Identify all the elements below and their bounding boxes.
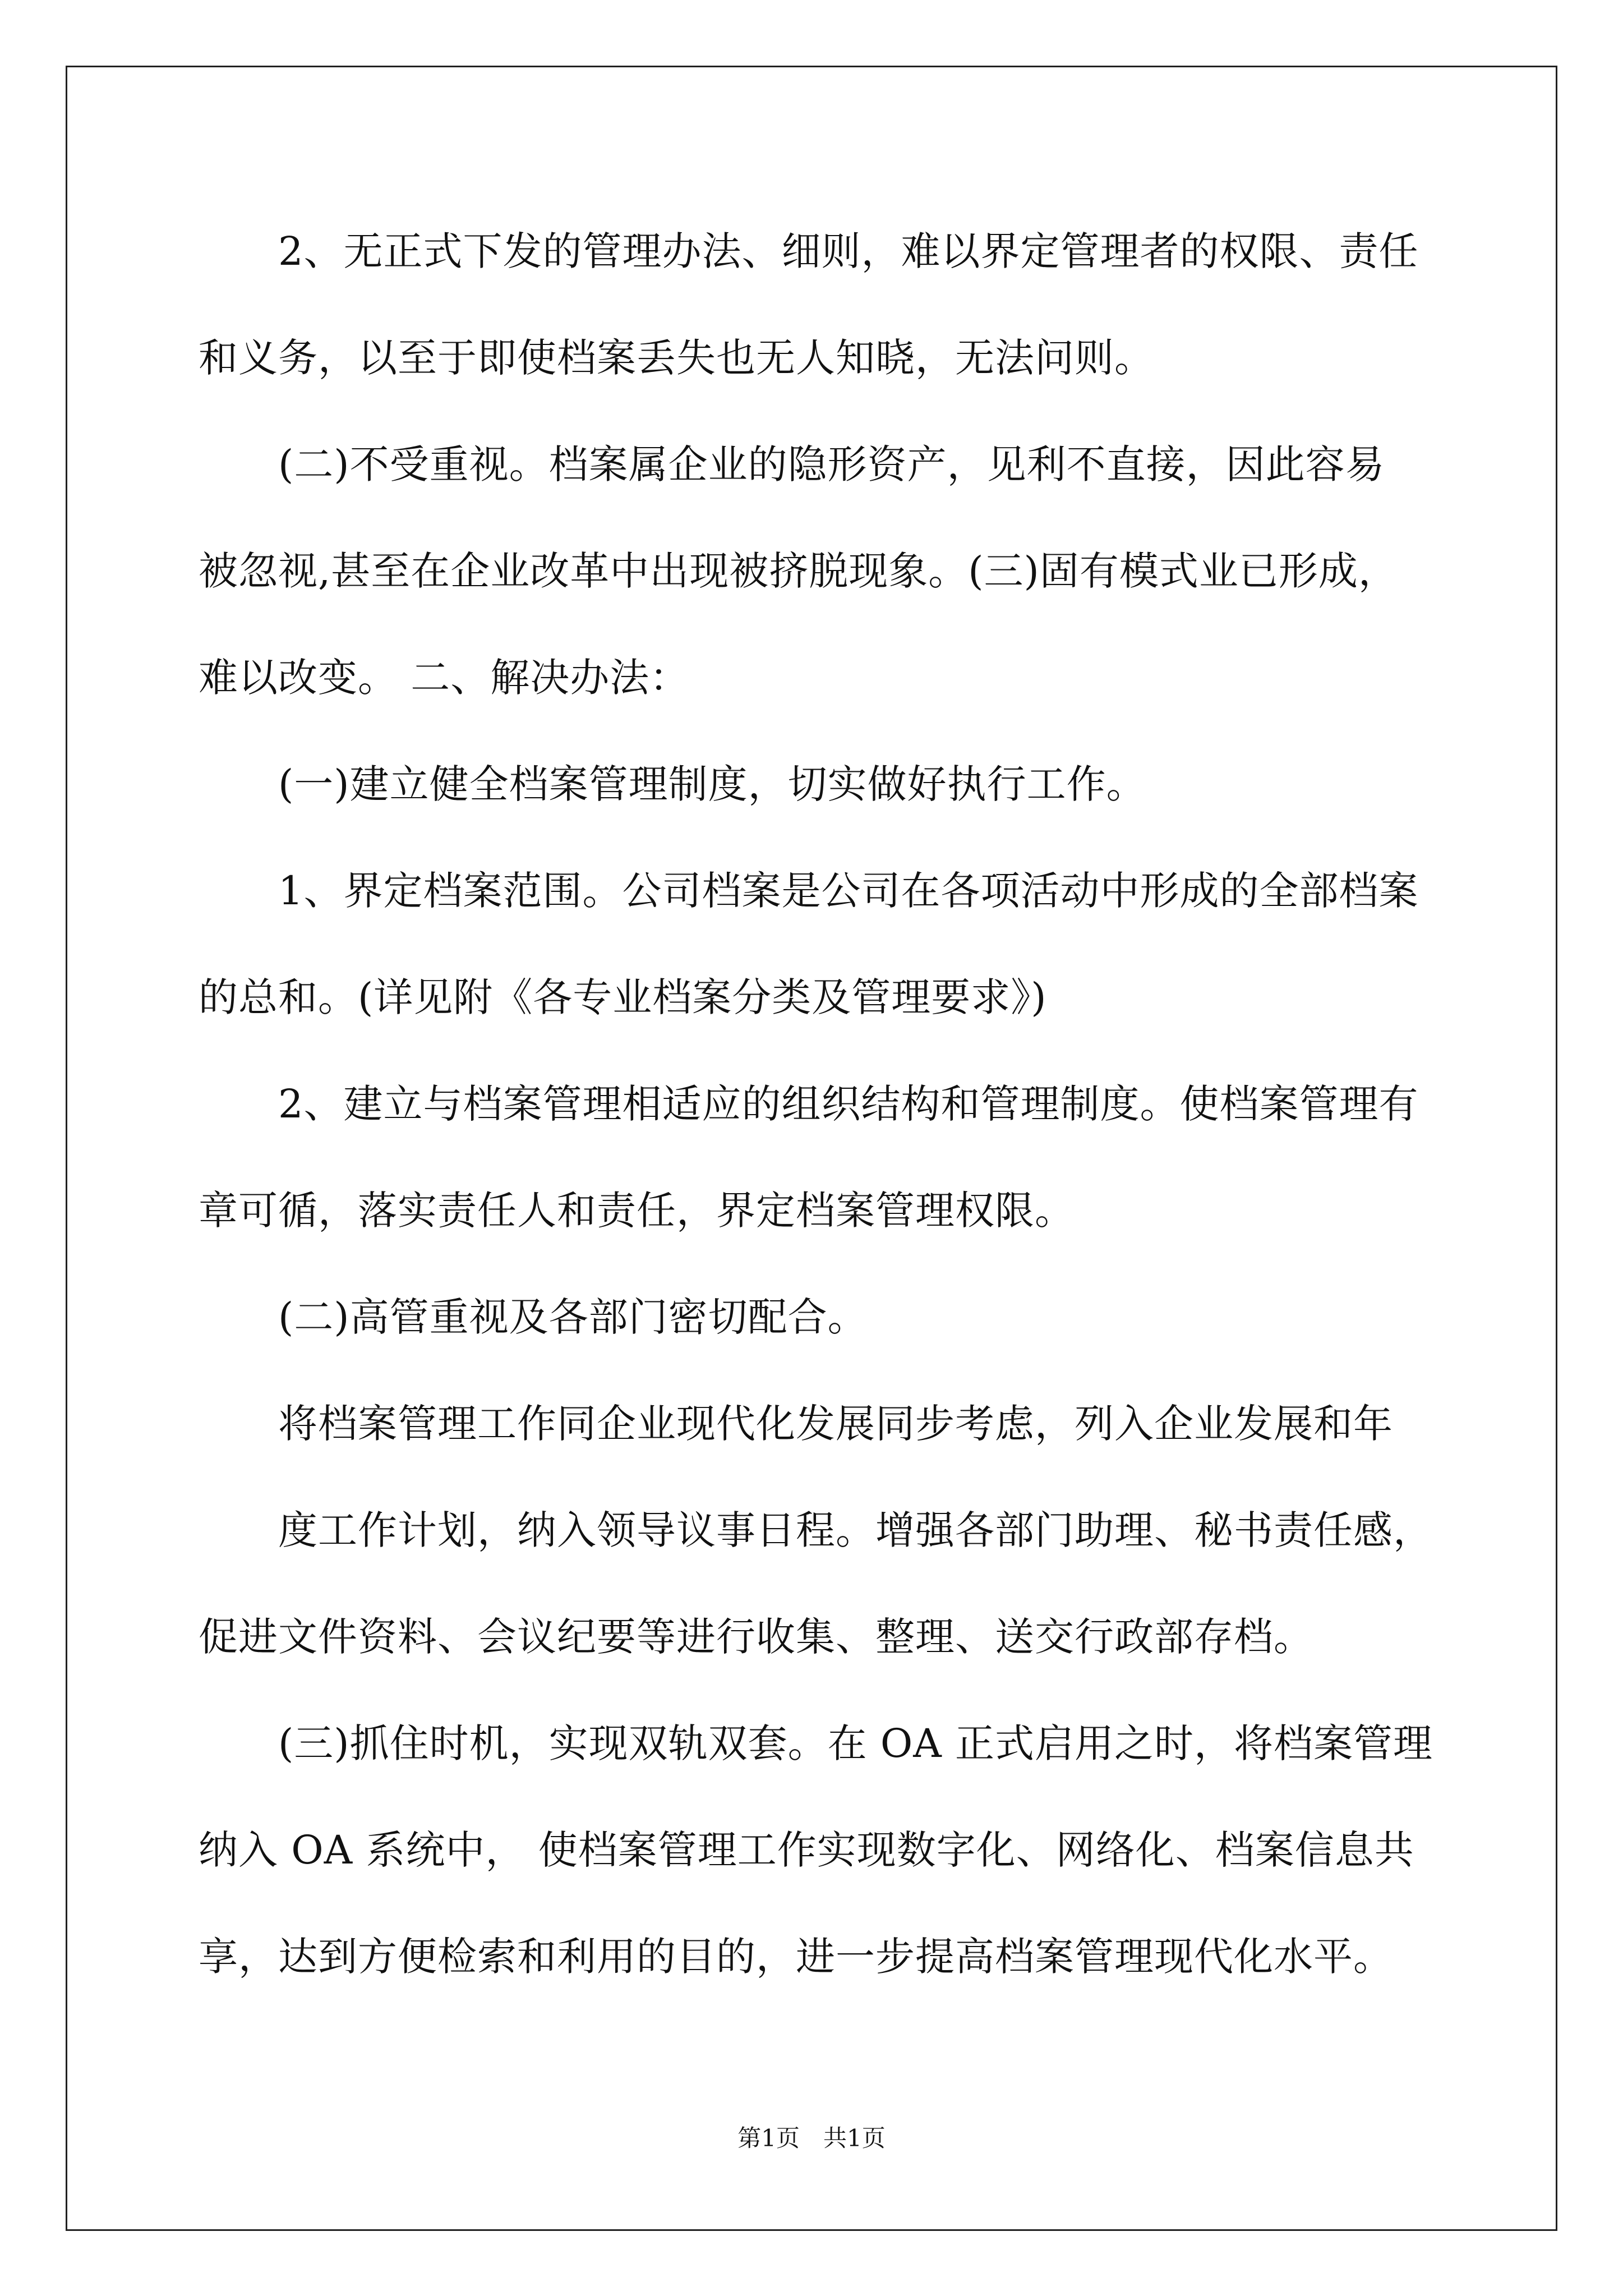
text-line: 1、界定档案范围。公司档案是公司在各项活动中形成的全部档案 — [199, 868, 1419, 914]
text-line: 和义务，以至于即使档案丢失也无人知晓，无法问则。 — [199, 335, 1154, 381]
text-line: (一)建立健全档案管理制度，切实做好执行工作。 — [199, 761, 1146, 807]
page-border — [66, 66, 1557, 2231]
text-line: 2、无正式下发的管理办法、细则，难以界定管理者的权限、责任 — [199, 228, 1419, 274]
page-number-footer: 第1页 共1页 — [737, 2124, 886, 2152]
text-line: 被忽视,甚至在企业改革中出现被挤脱现象。(三)固有模式业已形成， — [199, 548, 1398, 594]
text-line: (二)不受重视。档案属企业的隐形资产，见利不直接，因此容易 — [199, 441, 1385, 487]
text-line: 促进文件资料、会议纪要等进行收集、整理、送交行政部存档。 — [199, 1614, 1313, 1660]
text-line: 度工作计划，纳入领导议事日程。增强各部门助理、秘书责任感， — [199, 1507, 1433, 1553]
text-line: 纳入 OA 系统中， 使档案管理工作实现数字化、网络化、档案信息共 — [199, 1827, 1414, 1873]
text-line: 将档案管理工作同企业现代化发展同步考虑，列入企业发展和年 — [199, 1401, 1393, 1447]
text-line: 的总和。(详见附《各专业档案分类及管理要求》) — [199, 974, 1047, 1020]
text-line: 难以改变。 二、解决办法： — [199, 655, 690, 701]
text-line: (二)高管重视及各部门密切配合。 — [199, 1294, 868, 1340]
text-line: (三)抓住时机，实现双轨双套。在 OA 正式启用之时，将档案管理 — [199, 1720, 1433, 1766]
text-line: 享，达到方便检索和利用的目的，进一步提高档案管理现代化水平。 — [199, 1934, 1393, 1980]
text-line: 2、建立与档案管理相适应的组织结构和管理制度。使档案管理有 — [199, 1081, 1419, 1127]
text-line: 章可循，落实责任人和责任，界定档案管理权限。 — [199, 1188, 1075, 1234]
